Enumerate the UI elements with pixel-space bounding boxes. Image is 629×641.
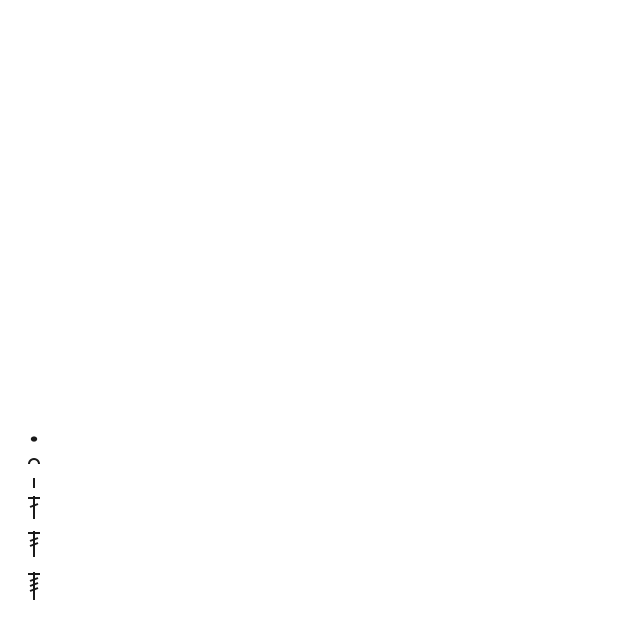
double-treble-icon: [22, 571, 50, 601]
double-crochet-icon: [22, 492, 50, 522]
legend-item-single-crochet: [22, 472, 52, 494]
legend-item-double-crochet: [22, 496, 52, 518]
treble-crochet-icon: [22, 529, 50, 559]
legend-item-double-treble: [22, 575, 52, 597]
legend-item-treble-crochet: [22, 533, 52, 555]
